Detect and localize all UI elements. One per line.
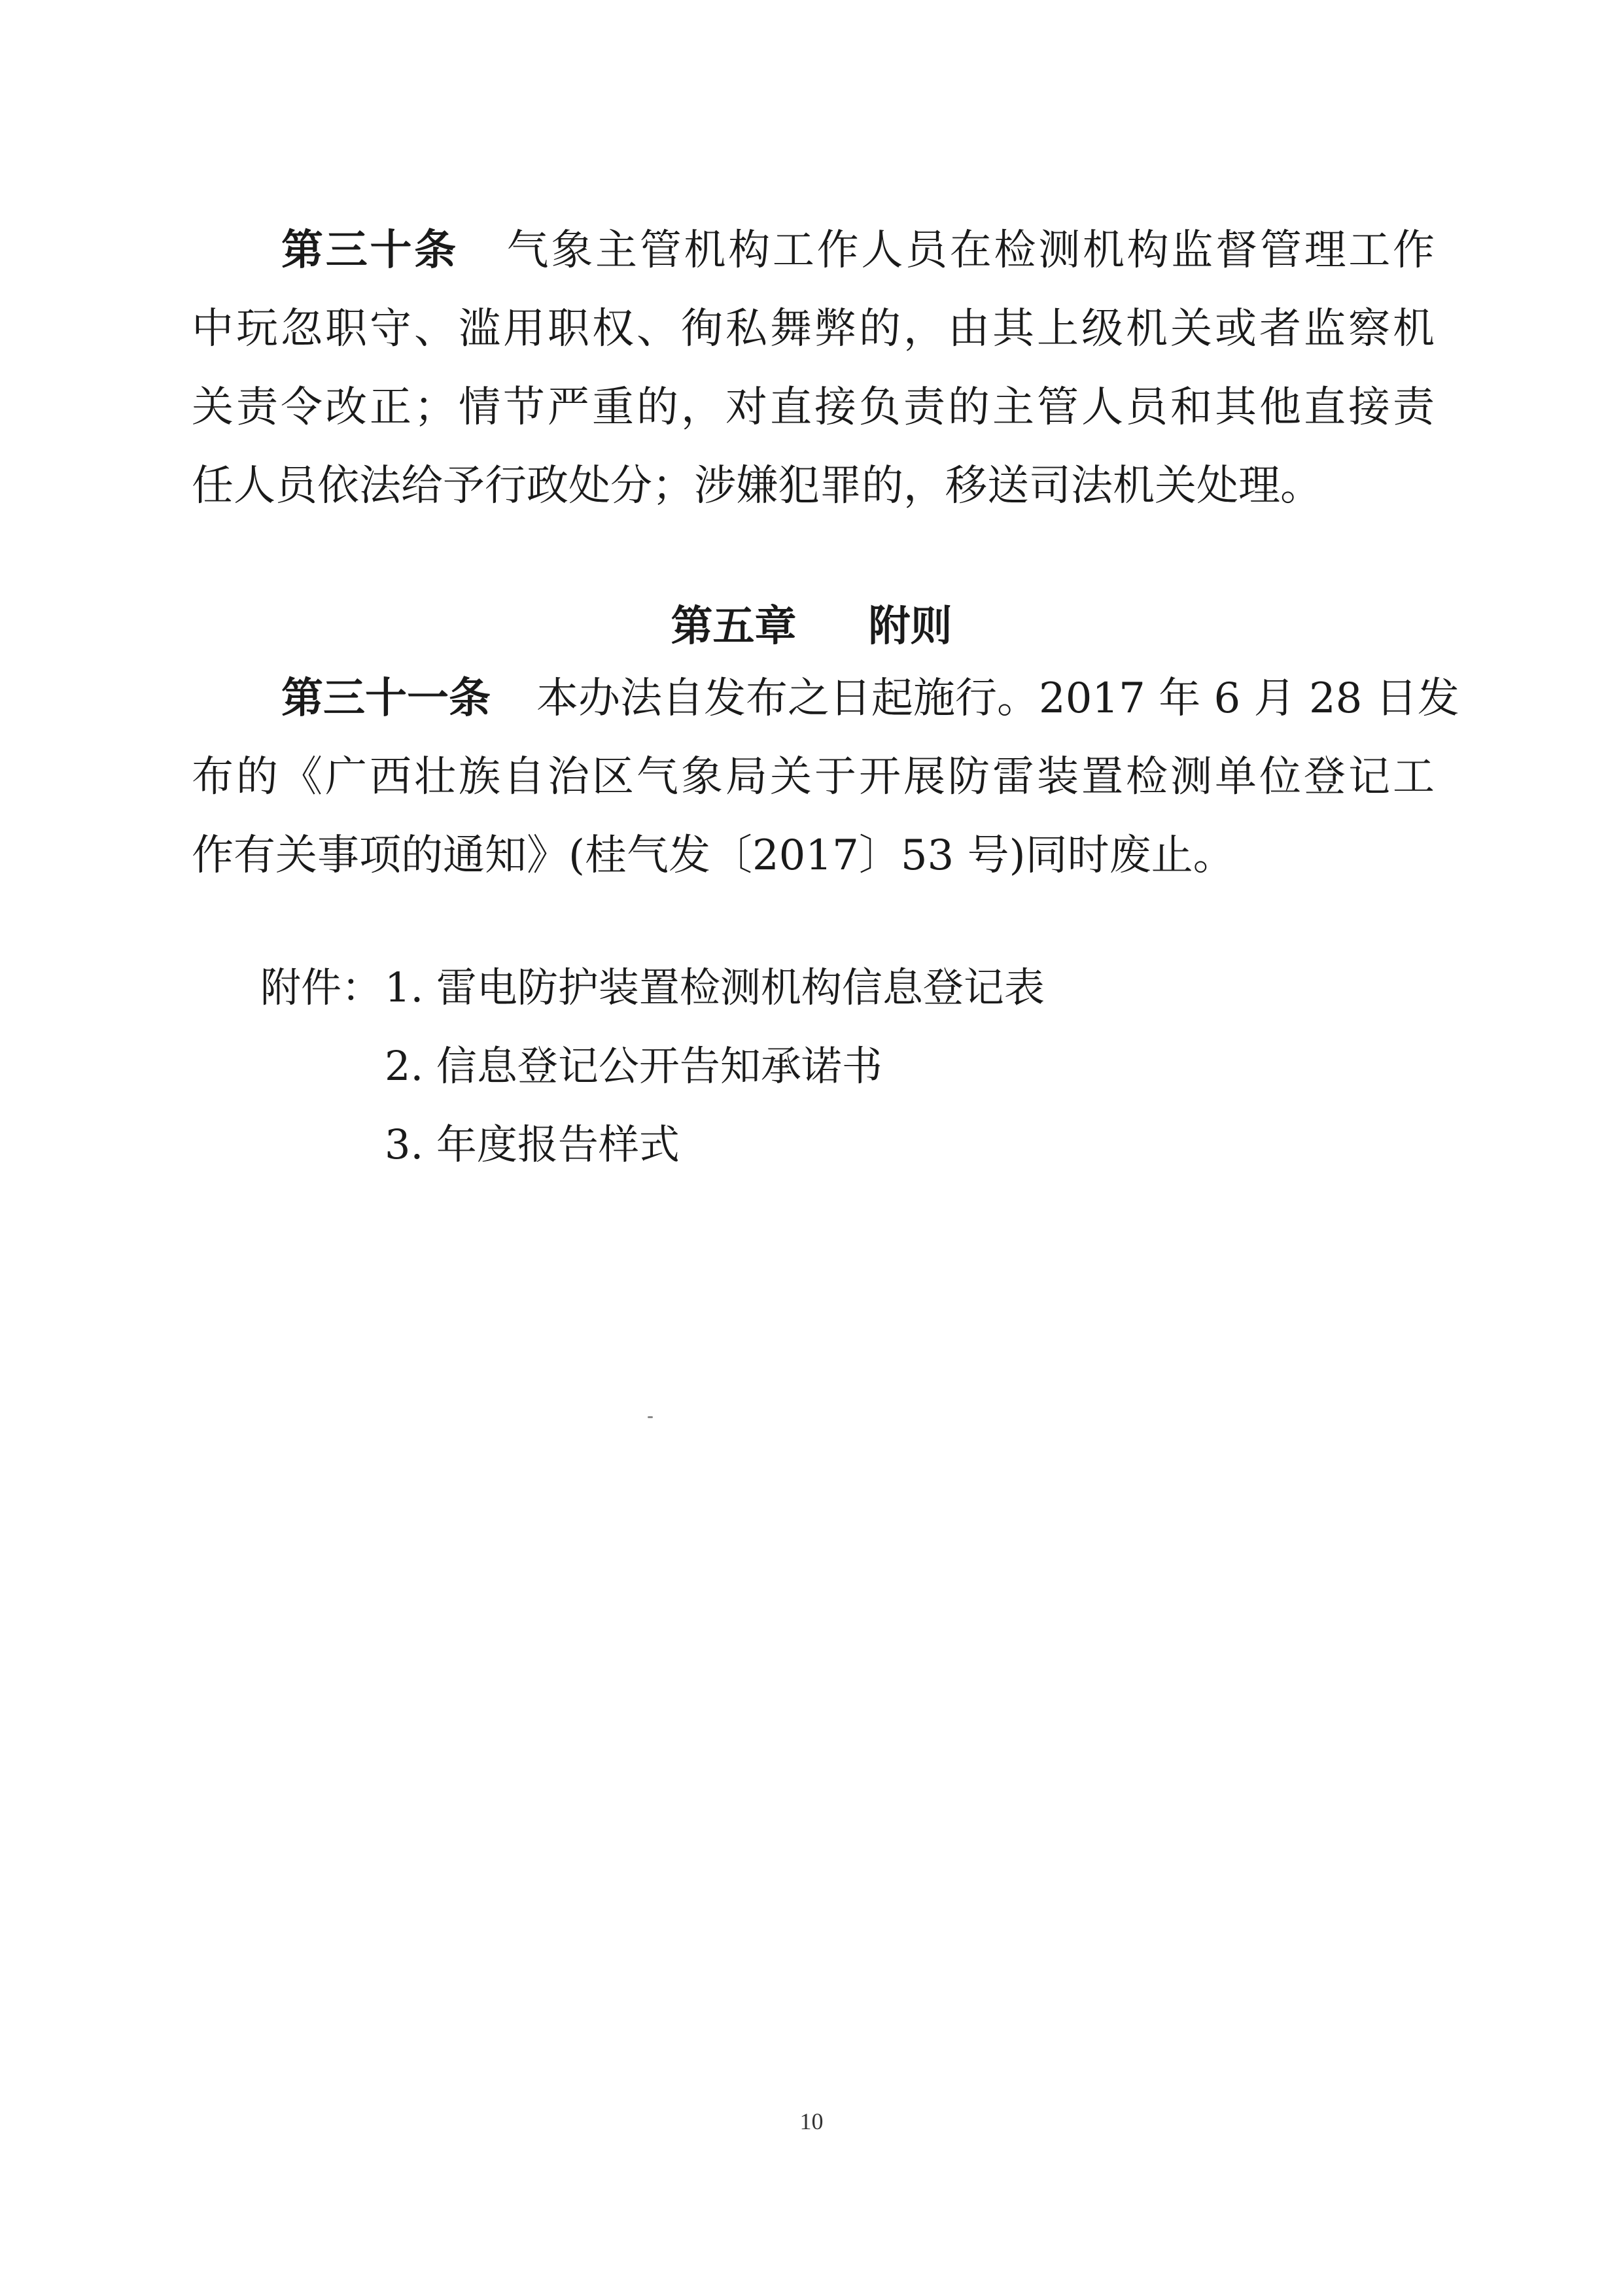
attachments-label: 附件： — [260, 964, 383, 1011]
attachment-item-2: 2. 信息登记公开告知承诺书 — [385, 1042, 882, 1090]
article-31-line-2: 布的《广西壮族自治区气象局关于开展防雷装置检测单位登记工 — [192, 753, 1435, 801]
attachment-item-1: 1. 雷电防护装置检测机构信息登记表 — [385, 964, 1045, 1011]
page-number: 10 — [799, 2108, 824, 2134]
chapter-5-number: 第五章 — [671, 602, 797, 651]
article-31-number: 第三十一条 — [281, 674, 491, 723]
chapter-5-heading — [0, 594, 1623, 659]
chapter-5-title: 附则 — [868, 602, 952, 651]
scan-speck — [648, 1416, 653, 1418]
article-30-text-1: 气象主管机构工作人员在检测机构监督管理工作 — [504, 226, 1435, 275]
article-30-line-4: 任人员依法给予行政处分；涉嫌犯罪的，移送司法机关处理。 — [192, 462, 1322, 510]
article-31-line-1 — [281, 666, 1459, 731]
article-30-line-1 — [281, 218, 1435, 283]
article-30-line-2: 中玩忽职守、滥用职权、徇私舞弊的，由其上级机关或者监察机 — [192, 305, 1435, 353]
article-30-line-3: 关责令改正；情节严重的，对直接负责的主管人员和其他直接责 — [192, 383, 1435, 432]
article-31-text-1: 本办法自发布之日起施行。2017 年 6 月 28 日发 — [536, 674, 1459, 723]
article-30-number: 第三十条 — [281, 226, 459, 275]
attachment-item-3: 3. 年度报告样式 — [385, 1121, 680, 1168]
article-31-line-3: 作有关事项的通知》(桂气发〔2017〕53 号)同时废止。 — [192, 831, 1235, 880]
